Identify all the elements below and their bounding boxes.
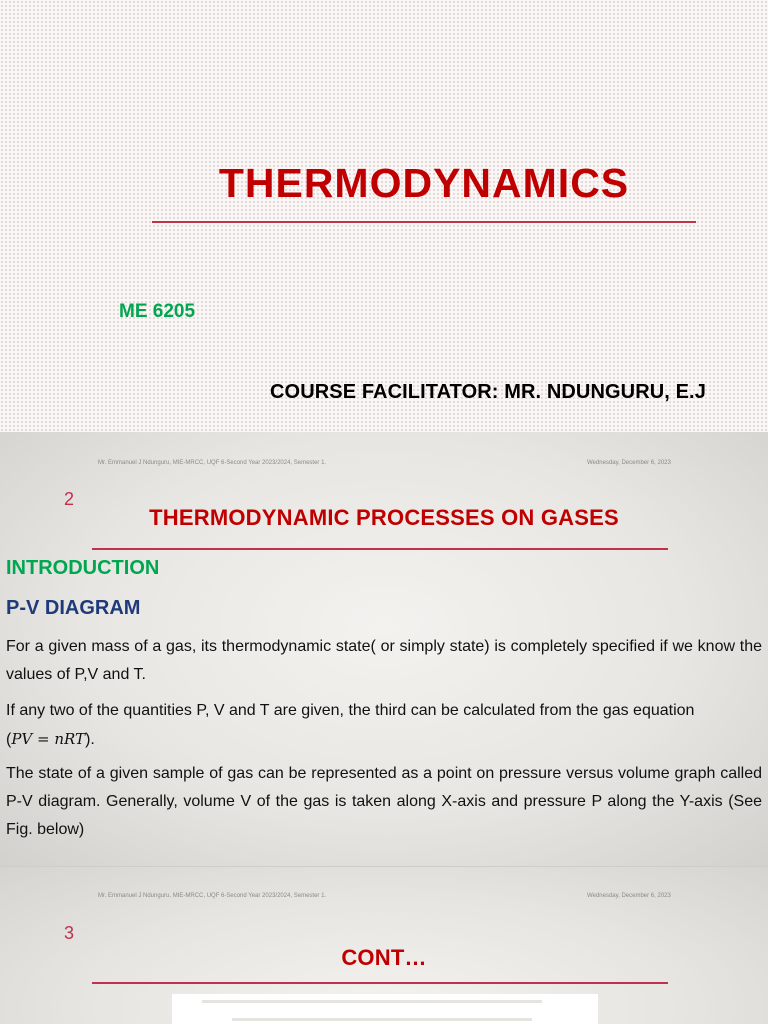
slide-title: THERMODYNAMIC PROCESSES ON GASES xyxy=(149,505,619,530)
paragraph-state: For a given mass of a gas, its thermodynamic state( or simply state) is completely specified if we know the values of P,V and T. xyxy=(6,638,762,683)
slide-2 xyxy=(0,432,768,866)
course-facilitator: COURSE FACILITATOR: MR. NDUNGURU, E.J xyxy=(270,381,706,403)
subsection-heading: P-V DIAGRAM xyxy=(6,597,141,619)
slide-number: 2 xyxy=(64,489,75,509)
gas-equation-text: If any two of the quantities P, V and T are given, the third can be calculated from the gas equation xyxy=(6,702,695,719)
slide-footer-author: Mr. Emmanuel J Ndunguru, MIE-MRCC, UQF 6-Second Year 2023/2024, Semester 1. xyxy=(98,893,327,899)
slide-title-underline xyxy=(92,548,668,550)
slide-footer-author: Mr. Emmanuel J Ndunguru, MIE-MRCC, UQF 6-Second Year 2023/2024, Semester 1. xyxy=(98,460,327,466)
slide-title-underline xyxy=(92,982,668,984)
figure-image-detail xyxy=(202,1000,542,1003)
section-heading: INTRODUCTION xyxy=(6,557,160,579)
gas-equation-formula: PV = nRT xyxy=(11,730,86,748)
slide-footer-date: Wednesday, December 6, 2023 xyxy=(587,893,671,899)
presentation-title: THERMODYNAMICS xyxy=(218,160,630,206)
course-code: ME 6205 xyxy=(119,301,196,322)
slide-footer-date: Wednesday, December 6, 2023 xyxy=(587,460,671,466)
paragraph-gas-equation: If any two of the quantities P, V and T are given, the third can be calculated from the gas equation (PV = nRT). xyxy=(6,702,695,748)
figure-image-detail xyxy=(232,1018,532,1021)
slide-3 xyxy=(0,866,768,1024)
slide-number: 3 xyxy=(64,923,75,943)
slide-title: CONT… xyxy=(341,945,427,970)
title-slide xyxy=(0,0,768,432)
figure-image xyxy=(172,994,598,1024)
title-underline xyxy=(152,221,696,223)
paragraph-pv-diagram: The state of a given sample of gas can be represented as a point on pressure versus volume graph called P-V diagram. Generally, volume V of the gas is taken along X-axis and pressure P along the Y-axis (See Fig. below) xyxy=(6,765,762,838)
